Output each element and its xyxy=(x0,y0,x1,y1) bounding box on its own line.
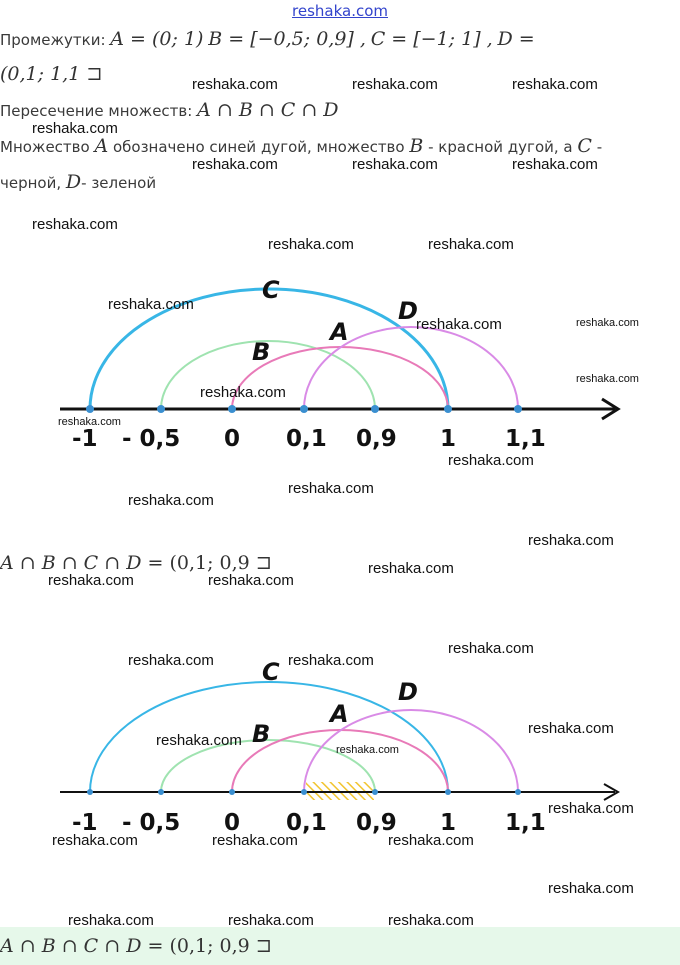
watermark: reshaka.com xyxy=(548,800,634,817)
watermark: reshaka.com xyxy=(336,744,399,756)
watermark: reshaka.com xyxy=(352,76,438,93)
watermark: reshaka.com xyxy=(68,912,154,929)
answer-2 xyxy=(0,935,272,957)
tick-label: -1 xyxy=(72,426,98,452)
watermark: reshaka.com xyxy=(288,652,374,669)
arc-label-D: D xyxy=(398,297,418,325)
tick-label: 0,9 xyxy=(356,426,397,452)
tick-label: 0 xyxy=(224,810,241,836)
intervals-line xyxy=(0,29,535,50)
interval-B: B = [−0,5; 0,9] , xyxy=(208,28,366,50)
tick-label: 1 xyxy=(440,426,457,452)
description-text: черной, xyxy=(0,174,62,192)
set-D-name: D xyxy=(65,171,82,193)
arc-label-A: A xyxy=(330,700,349,728)
tick-label: 0,1 xyxy=(286,810,327,836)
watermark: reshaka.com xyxy=(128,652,214,669)
intervals-line-2 xyxy=(0,64,102,85)
watermark: reshaka.com xyxy=(58,416,121,428)
watermark: reshaka.com xyxy=(32,120,118,137)
interval-D: (0,1; 1,1 ⊐ xyxy=(0,63,103,85)
watermark: reshaka.com xyxy=(52,832,138,849)
tick-label: 1,1 xyxy=(505,810,546,836)
answer-lhs: A ∩ B ∩ C ∩ D xyxy=(0,552,142,574)
arc-label-C: C xyxy=(262,276,280,304)
arc-label-D: D xyxy=(398,678,418,706)
watermark: reshaka.com xyxy=(156,732,242,749)
arc-label-B: B xyxy=(252,338,271,366)
watermark: reshaka.com xyxy=(416,316,502,333)
watermark: reshaka.com xyxy=(448,452,534,469)
tick-label: - 0,5 xyxy=(122,810,181,836)
watermark: reshaka.com xyxy=(32,216,118,233)
answer-1 xyxy=(0,552,272,574)
tick-label: 0,1 xyxy=(286,426,327,452)
watermark: reshaka.com xyxy=(268,236,354,253)
tick-label: 0 xyxy=(224,426,241,452)
watermark: reshaka.com xyxy=(192,156,278,173)
watermark: reshaka.com xyxy=(512,156,598,173)
answer-lhs: A ∩ B ∩ C ∩ D xyxy=(0,935,142,957)
interval-C: C = [−1; 1] , xyxy=(370,28,493,50)
watermark: reshaka.com xyxy=(388,912,474,929)
tick-label: 1 xyxy=(440,810,457,836)
watermark: reshaka.com xyxy=(576,373,639,385)
arc-label-C: C xyxy=(262,658,280,686)
tick-label: 1,1 xyxy=(505,426,546,452)
set-B-name: B xyxy=(409,135,424,157)
watermark: reshaka.com xyxy=(352,156,438,173)
watermark: reshaka.com xyxy=(448,640,534,657)
watermark: reshaka.com xyxy=(288,480,374,497)
interval-A: A = (0; 1) xyxy=(110,28,204,50)
watermark: reshaka.com xyxy=(200,384,286,401)
watermark: reshaka.com xyxy=(212,832,298,849)
arc-label-A: A xyxy=(330,318,349,346)
watermark: reshaka.com xyxy=(548,880,634,897)
intersection-expr: A ∩ B ∩ C ∩ D xyxy=(197,99,339,121)
watermark: reshaka.com xyxy=(48,572,134,589)
description-text: - xyxy=(596,138,603,156)
watermark: reshaka.com xyxy=(528,720,614,737)
watermark: reshaka.com xyxy=(428,236,514,253)
intervals-label: Промежутки: xyxy=(0,31,106,49)
description-line-2 xyxy=(0,172,156,193)
watermark: reshaka.com xyxy=(192,76,278,93)
tick-label: -1 xyxy=(72,810,98,836)
site-link[interactable]: reshaka.com xyxy=(292,2,388,20)
answer-rhs: = (0,1; 0,9 ⊐ xyxy=(147,552,272,574)
watermark: reshaka.com xyxy=(388,832,474,849)
tick-label: - 0,5 xyxy=(122,426,181,452)
description-text: - зеленой xyxy=(81,174,157,192)
watermark: reshaka.com xyxy=(208,572,294,589)
watermark: reshaka.com xyxy=(368,560,454,577)
watermark: reshaka.com xyxy=(128,492,214,509)
intersection-line xyxy=(0,100,339,121)
set-A-name: A xyxy=(94,135,109,157)
watermark: reshaka.com xyxy=(108,296,194,313)
watermark: reshaka.com xyxy=(528,532,614,549)
answer-rhs: = (0,1; 0,9 ⊐ xyxy=(147,935,272,957)
interval-D-start: D = xyxy=(497,28,535,50)
description-text: - красной дугой, а xyxy=(428,138,573,156)
description-text: Множество xyxy=(0,138,90,156)
description-line-1 xyxy=(0,136,602,157)
set-C-name: C xyxy=(577,135,592,157)
intersection-label: Пересечение множеств: xyxy=(0,102,193,120)
watermark: reshaka.com xyxy=(512,76,598,93)
watermark: reshaka.com xyxy=(228,912,314,929)
tick-label: 0,9 xyxy=(356,810,397,836)
description-text: обозначено синей дугой, множество xyxy=(112,138,405,156)
arc-label-B: B xyxy=(252,720,271,748)
watermark: reshaka.com xyxy=(576,317,639,329)
